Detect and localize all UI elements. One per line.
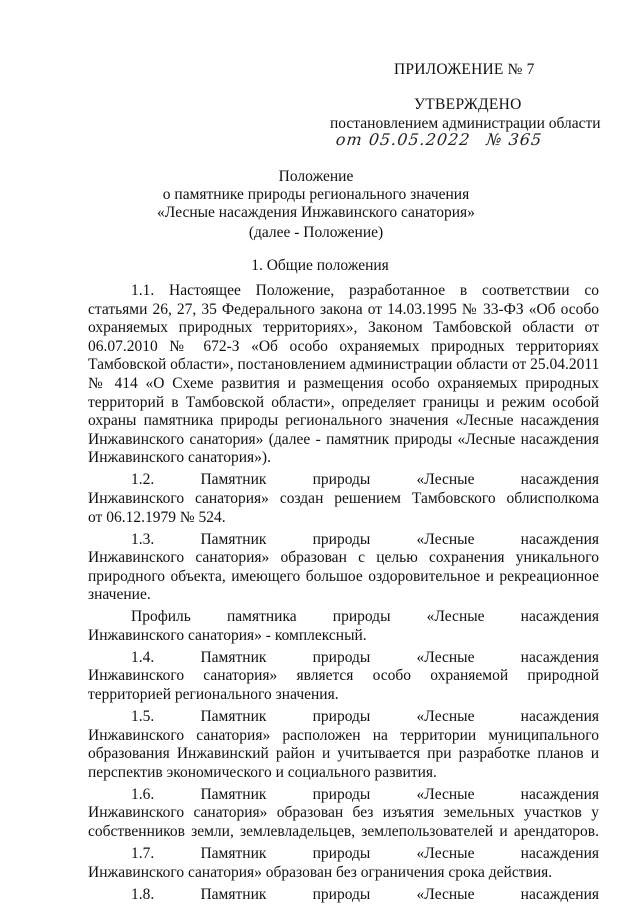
text-line: 1.4. Памятник природы «Лесные насаждения — [131, 648, 599, 666]
handwritten-number: № 365 — [485, 130, 544, 149]
text-line: образования Инжавинский район и учитывается при разработке планов и — [88, 745, 599, 763]
text-line: 1.6. Памятник природы «Лесные насаждения — [131, 785, 599, 803]
text-line: территорий в Тамбовской области», определяет границы и режим особой — [88, 393, 599, 411]
text-line: перспектив экономического и социального развития. — [88, 763, 437, 781]
text-line: 1.3. Памятник природы «Лесные насаждения — [131, 530, 599, 548]
text-line: Инжавинского санатория» является особо охраняемой природной — [88, 667, 599, 685]
text-line: 1.2. Памятник природы «Лесные насаждения — [131, 471, 599, 489]
text-line: Инжавинского санатория»). — [88, 449, 271, 467]
text-line: от 06.12.1979 № 524. — [88, 508, 226, 526]
text-line: природного объекта, имеющего большое оздоровительное и рекреационное — [88, 567, 599, 585]
document-subtitle-3: (далее - Положение) — [248, 224, 384, 241]
text-line: Профиль памятника природы «Лесные насаждения — [131, 608, 599, 626]
text-line: статьями 26, 27, 35 Федерального закона от 14.03.1995 № 33-ФЗ «Об особо — [88, 300, 599, 318]
resolution-label: постановлением администрации области — [330, 115, 601, 132]
document-subtitle-2: «Лесные насаждения Инжавинского санатория» — [157, 204, 475, 221]
text-line: Инжавинского санатория» расположен на территории муниципального — [88, 726, 599, 744]
document-title: Положение — [278, 168, 354, 185]
text-line: охраняемых природных территориях», Законом Тамбовской области от — [88, 319, 599, 337]
text-line: Инжавинского санатория» - комплексный. — [88, 626, 367, 644]
text-line: Инжавинского санатория» образован без ограничения срока действия. — [88, 863, 553, 881]
handwritten-date-number — [335, 130, 543, 149]
document-body — [88, 282, 599, 904]
text-line: охраны памятника природы регионального значения «Лесные насаждения — [88, 412, 599, 430]
handwritten-date: от 05.05.2022 — [335, 130, 472, 149]
text-line: собственников земли, землевладельцев, землепользователей и арендаторов. — [88, 822, 599, 840]
text-line: Инжавинского санатория» (далее - памятник природы «Лесные насаждения — [88, 430, 599, 448]
text-line: Тамбовской области», постановлением администрации области от 25.04.2011 — [88, 356, 599, 374]
document-subtitle-1: о памятнике природы регионального значения — [162, 186, 470, 203]
text-line: Инжавинского санатория» образован с целью сохранения уникального — [88, 549, 599, 567]
text-line: № 414 «О Схеме развития и размещения особо охраняемых природных — [88, 374, 599, 392]
text-line: 1.8. Памятник природы «Лесные насаждения — [131, 885, 599, 903]
text-line: Инжавинского санатория» образован без изъятия земельных участков у — [88, 804, 599, 822]
approved-label: УТВЕРЖДЕНО — [414, 96, 522, 113]
appendix-label: ПРИЛОЖЕНИЕ № 7 — [394, 61, 535, 78]
text-line: 06.07.2010 № 672-З «Об особо охраняемых природных территориях — [88, 337, 599, 355]
text-line: 1.1. Настоящее Положение, разработанное в соответствии со — [131, 282, 599, 299]
section-heading: 1. Общие положения — [251, 257, 389, 274]
text-line: Инжавинского санатория» создан решением Тамбовского облисполкома — [88, 489, 599, 507]
text-line: значение. — [88, 586, 151, 604]
text-line: территорией регионального значения. — [88, 686, 339, 704]
text-line: 1.5. Памятник природы «Лесные насаждения — [131, 708, 599, 726]
text-line: 1.7. Памятник природы «Лесные насаждения — [131, 844, 599, 862]
